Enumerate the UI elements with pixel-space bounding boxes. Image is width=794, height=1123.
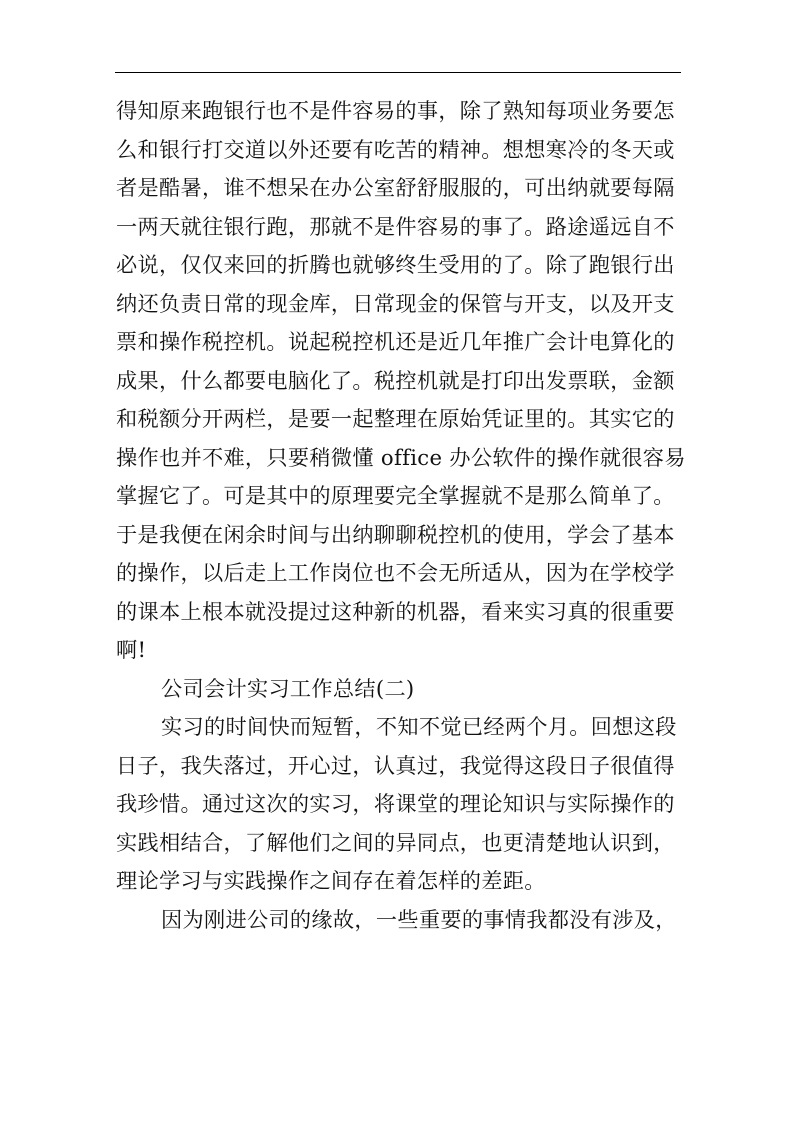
text-line: 实习的时间快而短暂，不知不觉已经两个月。回想这段 [161,714,677,739]
text-line: 得知原来跑银行也不是件容易的事，除了熟知每项业务要怎 [116,98,675,123]
text-line: 必说，仅仅来回的折腾也就够终生受用的了。除了跑银行出 [116,252,675,277]
text-line: 我珍惜。通过这次的实习，将课堂的理论知识与实际操作的 [116,791,675,816]
text-line: 于是我便在闲余时间与出纳聊聊税控机的使用，学会了基本 [116,521,675,547]
document-body [116,92,686,939]
text-line: 纳还负责日常的现金库，日常现金的保管与开支，以及开支 [116,290,675,316]
text-line: 掌握它了。可是其中的原理要完全掌握就不是那么简单了。 [116,483,675,508]
text-line: 日子，我失落过，开心过，认真过，我觉得这段日子很值得 [116,752,675,778]
text-line: 么和银行打交道以外还要有吃苦的精神。想想寒冷的冬天或 [116,136,675,162]
text-line: 实践相结合，了解他们之间的异同点，也更清楚地认识到， [116,829,675,855]
text-line: 成果，什么都要电脑化了。税控机就是打印出发票联，金额 [116,367,675,393]
paragraph [116,92,686,670]
text-line: 理论学习与实践操作之间存在着怎样的差距。 [116,868,546,893]
text-line: 的操作，以后走上工作岗位也不会无所适从，因为在学校学 [116,560,675,585]
text-line: 啊! [116,637,147,662]
text-line: 因为刚进公司的缘故，一些重要的事情我都没有涉及， [161,906,677,932]
text-line: 和税额分开两栏，是要一起整理在原始凭证里的。其实它的 [116,406,675,431]
text-line: 一两天就往银行跑，那就不是件容易的事了。路途遥远自不 [116,213,675,239]
header-rule [115,72,681,73]
text-line: 操作也并不难，只要稍微懂 office 办公软件的操作就很容易 [116,444,686,470]
paragraph [116,708,686,901]
text-line: 者是酷暑，谁不想呆在办公室舒舒服服的，可出纳就要每隔 [116,175,675,200]
paragraph [116,901,686,940]
text-line: 的课本上根本就没提过这种新的机器，看来实习真的很重要 [116,598,675,624]
text-line: 票和操作税控机。说起税控机还是近几年推广会计电算化的 [116,329,675,354]
section-heading: 公司会计实习工作总结(二) [161,675,415,701]
